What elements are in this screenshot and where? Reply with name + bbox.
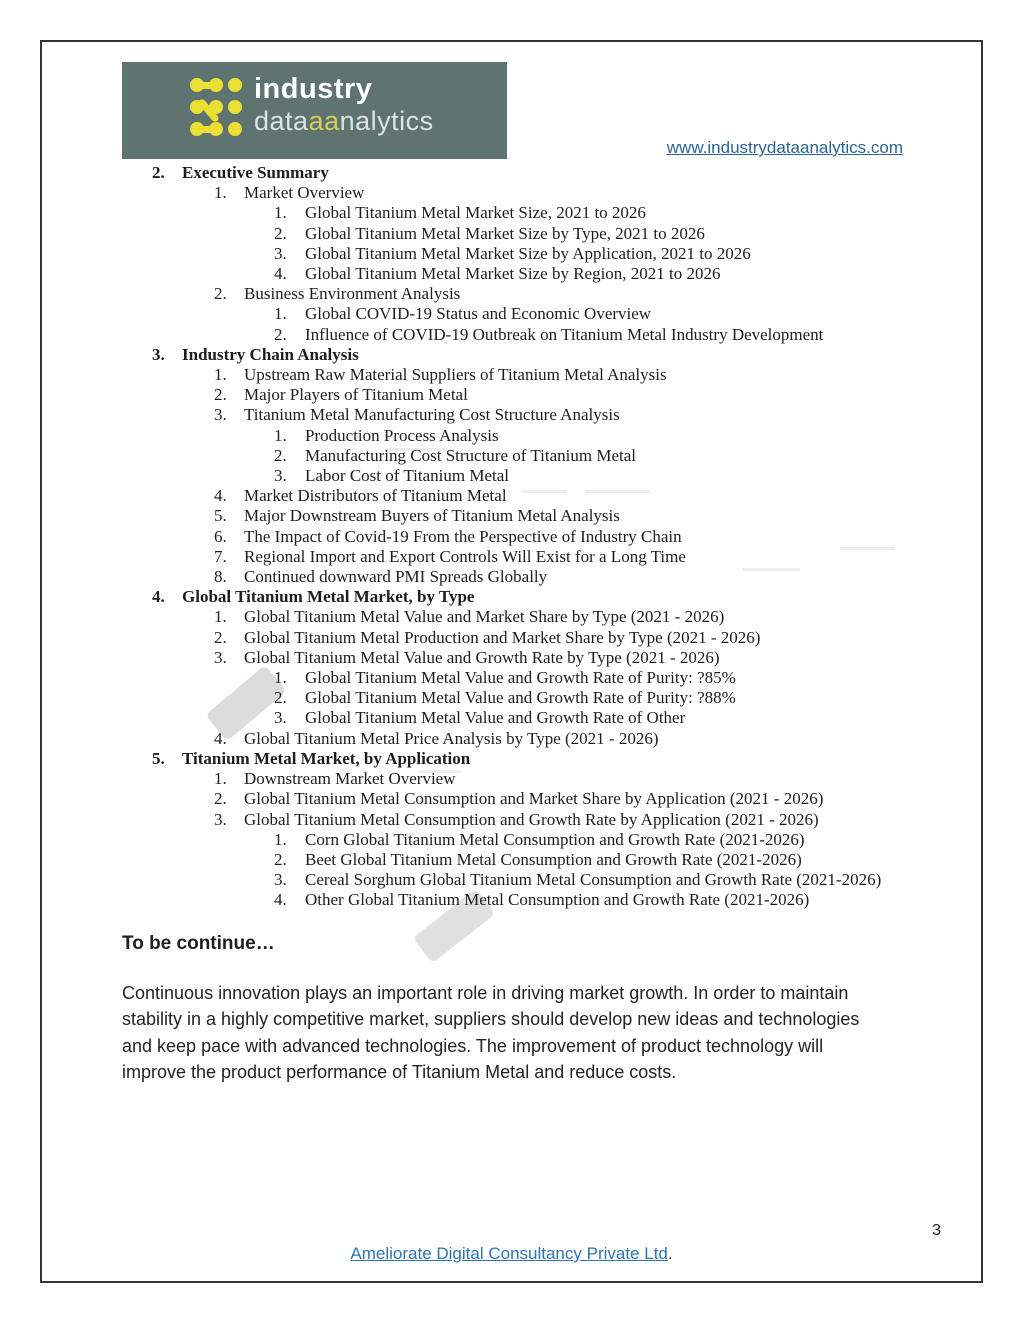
toc-item [42, 628, 981, 648]
toc-item-number: 3. [274, 243, 287, 263]
toc-item [42, 648, 981, 668]
toc-item-text: Regional Import and Export Controls Will Exist for a Long Time [244, 546, 686, 566]
toc-item-number: 4. [152, 587, 165, 607]
toc-item [42, 224, 981, 244]
toc-item-number: 3. [214, 809, 227, 829]
toc-item [42, 527, 981, 547]
toc-item-text: The Impact of Covid-19 From the Perspective of Industry Chain [244, 526, 682, 546]
toc-item-number: 4. [274, 890, 287, 910]
toc-item-text: Global Titanium Metal Consumption and Growth Rate by Application (2021 - 2026) [244, 809, 819, 829]
toc-item [42, 304, 981, 324]
toc-item-text: Corn Global Titanium Metal Consumption and Growth Rate (2021-2026) [305, 829, 805, 849]
toc-item-number: 1. [274, 203, 287, 223]
toc-item-text: Beet Global Titanium Metal Consumption and Growth Rate (2021-2026) [305, 849, 802, 869]
footer-company-link[interactable]: Ameliorate Digital Consultancy Private Ltd [350, 1244, 668, 1263]
toc-item [42, 365, 981, 385]
toc-item-number: 3. [274, 870, 287, 890]
logo-word-industry: industry [254, 73, 373, 105]
toc-item-text: Global Titanium Metal Market Size by Application, 2021 to 2026 [305, 243, 751, 263]
toc-item [42, 607, 981, 627]
footer [42, 1244, 981, 1264]
toc-item [42, 486, 981, 506]
toc-item-number: 1. [274, 304, 287, 324]
toc-item [42, 426, 981, 446]
toc-item-number: 2. [152, 163, 165, 182]
toc-item [42, 668, 981, 688]
toc-item [42, 203, 981, 223]
toc-item-number: 4. [214, 728, 227, 748]
toc-item-number: 1. [274, 425, 287, 445]
toc-item-number: 2. [274, 688, 287, 708]
toc-item-text: Global Titanium Metal Market Size, 2021 to 2026 [305, 203, 646, 223]
toc-item [42, 567, 981, 587]
toc-item-number: 1. [214, 183, 227, 203]
toc-item-text: Downstream Market Overview [244, 769, 456, 789]
toc-item-number: 2. [274, 849, 287, 869]
toc-item-text: Major Players of Titanium Metal [244, 385, 468, 405]
toc-item-text: Major Downstream Buyers of Titanium Metal Analysis [244, 506, 620, 526]
toc-item-text: Global Titanium Metal Market, by Type [182, 587, 475, 607]
toc-item [42, 264, 981, 284]
toc-item-text: Global Titanium Metal Value and Growth Rate of Other [305, 708, 686, 728]
toc-item [42, 405, 981, 425]
body-paragraph [122, 980, 932, 1086]
toc-item-number: 7. [214, 546, 227, 566]
toc-item-number: 5. [214, 506, 227, 526]
toc-item-number: 3. [274, 466, 287, 486]
toc-item-text: Global Titanium Metal Price Analysis by Type (2021 - 2026) [244, 728, 659, 748]
toc-item [42, 183, 981, 203]
toc-item [42, 850, 981, 870]
toc-item-text: Global Titanium Metal Value and Market Share by Type (2021 - 2026) [244, 607, 725, 627]
toc-item-number: 5. [152, 748, 165, 768]
logo-word-dataanalytics: dataaanalytics [254, 106, 434, 136]
paragraph-line: Continuous innovation plays an important role in driving market growth. In order to maintain [122, 983, 849, 1003]
toc-item [42, 446, 981, 466]
paragraph-line: stability in a highly competitive market, suppliers should develop new ideas and technologies [122, 1009, 860, 1030]
toc-item-number: 2. [214, 284, 227, 304]
document-page [40, 40, 983, 1283]
toc-item-text: Cereal Sorghum Global Titanium Metal Consumption and Growth Rate (2021-2026) [305, 870, 882, 890]
toc-item-number: 2. [214, 385, 227, 405]
toc-item [42, 244, 981, 264]
toc-item-number: 8. [214, 567, 227, 587]
to-be-continued-heading: To be continue… [122, 933, 275, 954]
toc-item-text: Global Titanium Metal Value and Growth Rate of Purity: ?85% [305, 668, 736, 688]
toc-item [42, 870, 981, 890]
toc-item-text: Industry Chain Analysis [182, 344, 359, 364]
toc-item-text: Global Titanium Metal Market Size by Region, 2021 to 2026 [305, 264, 721, 284]
toc-item [42, 789, 981, 809]
toc-item-text: Titanium Metal Market, by Application [182, 748, 471, 768]
logo-dots-icon [190, 78, 250, 144]
toc-item-number: 2. [274, 445, 287, 465]
toc-item [42, 830, 981, 850]
website-link[interactable]: www.industrydataanalytics.com [666, 138, 903, 157]
toc-list [42, 163, 981, 911]
toc-item-text: Global Titanium Metal Value and Growth Rate of Purity: ?88% [305, 688, 736, 708]
toc-item-text: Other Global Titanium Metal Consumption and Growth Rate (2021-2026) [305, 890, 810, 910]
toc-item [42, 385, 981, 405]
toc-item [42, 284, 981, 304]
toc-item-number: 4. [274, 264, 287, 284]
toc-item [42, 708, 981, 728]
toc-item-text: Upstream Raw Material Suppliers of Titanium Metal Analysis [244, 365, 667, 385]
toc-item [42, 325, 981, 345]
toc-item-text: Global COVID-19 Status and Economic Overview [305, 304, 652, 324]
toc-item [42, 810, 981, 830]
toc-item [42, 749, 981, 769]
toc-item-number: 2. [274, 324, 287, 344]
toc-item-text: Business Environment Analysis [244, 284, 461, 304]
toc-item-number: 1. [214, 769, 227, 789]
toc-item-number: 1. [214, 365, 227, 385]
toc-item-number: 3. [152, 344, 165, 364]
toc-item-number: 4. [214, 486, 227, 506]
toc-item-number: 2. [274, 223, 287, 243]
toc-item-text: Market Overview [244, 183, 365, 203]
toc-item-text: Global Titanium Metal Market Size by Type, 2021 to 2026 [305, 223, 705, 243]
toc-item-text: Labor Cost of Titanium Metal [305, 466, 509, 486]
paragraph-line: improve the product performance of Titanium Metal and reduce costs. [122, 1062, 677, 1083]
footer-period: . [667, 1244, 673, 1263]
toc-item-number: 3. [214, 405, 227, 425]
toc-item-number: 3. [214, 647, 227, 667]
paragraph-line: and keep pace with advanced technologies. The improvement of product technology will [122, 1035, 824, 1056]
toc-item-text: Manufacturing Cost Structure of Titanium Metal [305, 445, 636, 465]
toc-item-text: Influence of COVID-19 Outbreak on Titanium Metal Industry Development [305, 324, 824, 344]
toc-item-text: Production Process Analysis [305, 425, 499, 445]
toc-item-number: 1. [274, 668, 287, 688]
toc-item-text: Continued downward PMI Spreads Globally [244, 567, 548, 587]
toc-item [42, 466, 981, 486]
toc-item [42, 345, 981, 365]
toc-item [42, 506, 981, 526]
toc-item-text: Global Titanium Metal Value and Growth Rate by Type (2021 - 2026) [244, 647, 720, 667]
toc-item [42, 688, 981, 708]
toc-item-text: Titanium Metal Manufacturing Cost Structure Analysis [244, 405, 620, 425]
toc-item [42, 163, 981, 183]
toc-item-text: Market Distributors of Titanium Metal [244, 486, 507, 506]
toc-item-number: 6. [214, 526, 227, 546]
toc-item-text: Executive Summary [182, 163, 329, 182]
toc-item [42, 587, 981, 607]
toc-item [42, 547, 981, 567]
toc-item-text: Global Titanium Metal Production and Market Share by Type (2021 - 2026) [244, 627, 761, 647]
toc-item [42, 769, 981, 789]
toc-item-text: Global Titanium Metal Consumption and Market Share by Application (2021 - 2026) [244, 789, 824, 809]
toc-item-number: 1. [274, 829, 287, 849]
page-number: 3 [932, 1222, 941, 1239]
company-logo [122, 62, 507, 159]
toc-item [42, 729, 981, 749]
toc-item-number: 3. [274, 708, 287, 728]
toc-item-number: 1. [214, 607, 227, 627]
logo-wordmark [254, 75, 434, 135]
toc-item-number: 2. [214, 627, 227, 647]
toc-item [42, 890, 981, 910]
toc-item-number: 2. [214, 789, 227, 809]
